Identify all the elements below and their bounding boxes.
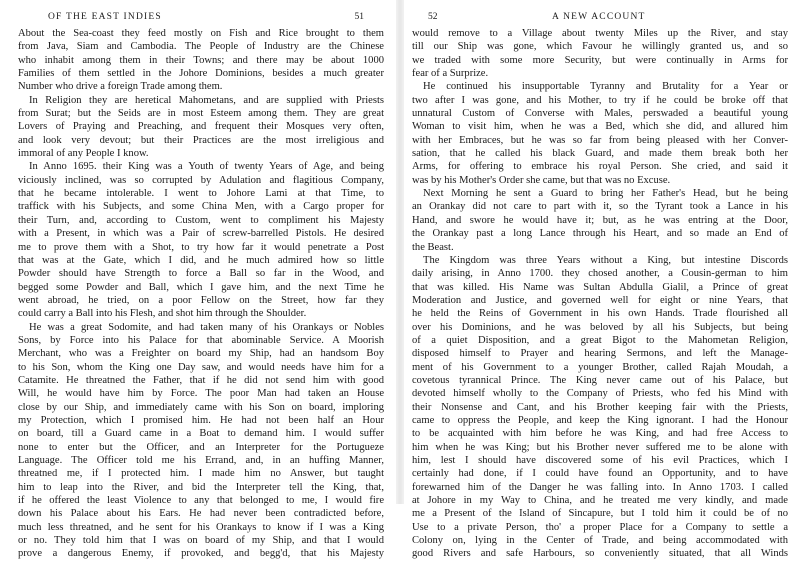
paragraph bbox=[412, 187, 788, 254]
text-line: prove a dangerous Enemy, if provoked, and begg'd, that his Majesty bbox=[18, 548, 384, 560]
text-line: Use to a private Person, tho' a proper Place for a Company to settle a bbox=[412, 521, 788, 533]
text-line: none to enter but the Officer, and an Interpreter for the Portugueze bbox=[18, 441, 384, 453]
text-line: came to oppress the People, and keep the King ignorant. I had the Honour bbox=[412, 414, 788, 426]
right-page bbox=[404, 0, 800, 560]
text-line: He was a great Sodomite, and had taken many of his Orankays or Nobles bbox=[29, 321, 384, 333]
text-line: he held the Reins of Government in his own Hands. Trade flourished all bbox=[412, 308, 788, 320]
text-line: on board, till a Guard came in a Boat to demand him. I would suffer bbox=[18, 428, 384, 440]
text-line: down his Palace about his Ears. He had never been contradicted before, bbox=[18, 508, 384, 520]
text-line: The Kingdom was three Years without a King, but intestine Discords bbox=[423, 254, 788, 266]
text-line: could carry a Ball into his Flesh, and shot him through the Shoulder. bbox=[18, 308, 307, 320]
text-line: unnatural Custom of Converse with Males, perswaded a beautiful young bbox=[412, 108, 788, 120]
text-line: Catamite. He threatned the Father, that if he did not send him with good bbox=[18, 374, 384, 386]
text-line: disposed himself to Prayer and hearing Sermons, and left the Manage- bbox=[412, 348, 788, 360]
text-line: Merchant, who was a Freighter on board my Ship, had an handsom Boy bbox=[18, 348, 384, 360]
text-line: their Nonsense and Cant, and his Brother keeping fair with the Priests, bbox=[412, 401, 788, 413]
text-line: Families of them settled in the Johore Dominions, besides a much greater bbox=[18, 68, 384, 80]
text-line: Lovers of Praying and Preaching, and frequent their Mosques very often, bbox=[18, 121, 384, 133]
text-line: sation, that he called his black Guard, and made them break both her bbox=[412, 148, 788, 160]
text-line: an Orankay did not care to part with it, so the Tyrant took a Lance in his bbox=[412, 201, 788, 213]
text-line: or no. They told him that I was on board of my Ship, and that I would bbox=[18, 535, 384, 547]
paragraph bbox=[412, 254, 788, 561]
paragraph bbox=[18, 27, 384, 94]
right-running-title: A NEW ACCOUNT bbox=[552, 12, 646, 22]
book-gutter bbox=[396, 0, 404, 504]
paragraph bbox=[18, 160, 384, 320]
paragraph bbox=[412, 80, 788, 187]
text-line: him when he was King; but his Brother never suffered me to be alone with bbox=[412, 441, 788, 453]
text-line: Language. The Officer told me his Errand, and, in an huffing Manner, bbox=[18, 455, 384, 466]
text-line: devoted himself wholly to the Company of Priests, who fed his Mind with bbox=[412, 388, 788, 400]
text-line: Arms, for offering to embrace his royal Person. She cried, and said it bbox=[412, 161, 788, 173]
text-line: ment of his Government to a younger Brother, called Rajah Moudah, a bbox=[412, 361, 788, 373]
text-line: to be acquainted with him before he was King, and had free Access to bbox=[412, 428, 788, 440]
text-line: that was at the Gate, which I did, and he much admired how so little bbox=[18, 254, 384, 266]
text-line: if he offered the least Violence to any that belonged to me, I would fire bbox=[18, 495, 384, 507]
text-line: my Protection, which I promised him. He had not been half an Hour bbox=[18, 414, 384, 426]
text-line: close by our Ship, and immediately came with his Son on board, imploring bbox=[18, 401, 384, 413]
text-line: covetous tyrannical Prince. The King never came out of his Palace, but bbox=[412, 374, 788, 386]
text-line: who inhabit among them in their Towns; and there may be about 1000 bbox=[18, 54, 384, 66]
right-body-text bbox=[412, 27, 788, 561]
text-line: forewarned him of the Danger he was falling into. In Anno 1703. I called bbox=[412, 481, 788, 493]
text-line: threatned me, if I protected him. I made him no Answer, but taught bbox=[18, 468, 384, 480]
paragraph bbox=[18, 321, 384, 561]
text-line: Powder should have Strength to force a Ball so far in the Wood, and bbox=[18, 268, 384, 280]
text-line: good Rivers and safe Harbours, so conveniently situated, that all Winds bbox=[412, 548, 788, 560]
text-line: him, lest I should have discovered some of his evil Practices, which I bbox=[412, 455, 788, 466]
text-line: He continued his insupportable Tyranny and Brutality for a Year or bbox=[423, 81, 788, 93]
text-line: About the Sea-coast they feed mostly on Fish and Rice brought to them bbox=[18, 28, 384, 39]
text-line: of a quiet Disposition, and a great Bigot to the Mahometan Religion, bbox=[412, 334, 788, 346]
text-line: to his Son, whom the King one Day saw, and would needs have him for a bbox=[18, 361, 384, 373]
text-line: from Surat; but the Seids are in most Esteem among them. They are great bbox=[18, 108, 384, 120]
text-line: Will, he would have him by Force. The poor Man had taken an House bbox=[18, 388, 384, 400]
text-line: Number who drive a foreign Trade among them. bbox=[18, 81, 223, 93]
text-line: the Orankay past a long Lance through his Heart, and so made an End of bbox=[412, 228, 788, 240]
text-line: Colony on, lying in the Center of Trade, and being accommodated with bbox=[412, 535, 788, 547]
left-page-number: 51 bbox=[354, 12, 364, 22]
text-line: Woman to visit him, when he was a Bed, which she did, and allured him bbox=[412, 121, 788, 133]
left-body-text bbox=[18, 27, 384, 561]
text-line: would remove to a Village about twenty Miles up the River, and stay bbox=[412, 28, 788, 39]
right-running-head bbox=[424, 12, 790, 24]
text-line: till our Ship was gone, which Favour he willingly granted us, and so bbox=[412, 41, 788, 53]
text-line: we traded with some more Security, but were continually in Arms for bbox=[412, 54, 788, 66]
text-line: daily arising, in Anno 1700. they chosed another, a Cousin-german to him bbox=[412, 268, 788, 280]
text-line: went abroad, he tried, on a poor Fellow on the Street, how far they bbox=[18, 294, 384, 306]
text-line: me a Present of the Island of Sincapure, but I told him it could be of no bbox=[412, 508, 788, 520]
text-line: Hand, and swore he would have it; but, as he was entring at the Door, bbox=[412, 214, 788, 226]
text-line: certainly had done, if I could have found an Opportunity, and to have bbox=[412, 468, 788, 480]
text-line: at Johore in my Way to China, and he treated me very kindly, and made bbox=[412, 495, 788, 507]
text-line: that was killed. His Name was Sultan Abdulla Gialil, a Prince of great bbox=[412, 281, 788, 293]
text-line: was by his Mother's Order she came, but that was no Excuse. bbox=[412, 174, 671, 186]
text-line: that he became intolerable. I went to Johore Lami at that Time, to bbox=[18, 188, 384, 200]
text-line: the Beast. bbox=[412, 241, 454, 253]
text-line: Next Morning he sent a Guard to bring her Father's Head, but he being bbox=[423, 188, 788, 200]
text-line: immoral of any People I know. bbox=[18, 148, 149, 160]
text-line: me to prove them with a Shot, to try how far it would penetrate a Post bbox=[18, 241, 384, 253]
text-line: from Java, Siam and Cambodia. The People of Industry are the Chinese bbox=[18, 41, 384, 53]
text-line: two after I was gone, and his Mother, to try if he could be broke off that bbox=[412, 94, 788, 106]
text-line: much less threatned, and he sent for his Orankays to know if I was a King bbox=[18, 521, 384, 533]
text-line: viciously inclined, was so corrupted by Adulation and flagitious Company, bbox=[18, 174, 384, 186]
text-line: Sons, by Force into his Palace for that abominable Service. A Moorish bbox=[18, 334, 384, 346]
text-line: Moderation and Justice, and governed well for eight or nine Years, that bbox=[412, 294, 788, 306]
left-page bbox=[0, 0, 396, 560]
text-line: with a Present, in which was a Pair of screw-barrelled Pistols. He desired bbox=[18, 228, 384, 240]
text-line: In Religion they are heretical Mahometans, and are supplied with Priests bbox=[29, 94, 384, 106]
text-line: him to leap into the River, and bid the Interpreter tell the King, that, bbox=[18, 481, 384, 493]
text-line: traffick with his Subjects, and some China Men, with a Cargo proper for bbox=[18, 201, 384, 213]
paragraph bbox=[18, 94, 384, 161]
text-line: their Turn, and, according to Custom, went to compliment his Majesty bbox=[18, 214, 384, 226]
text-line: In Anno 1695. their King was a Youth of twenty Years of Age, and being bbox=[29, 161, 384, 173]
text-line: with her Embraces, but he was so far from being pleased with her Conver- bbox=[412, 134, 788, 146]
text-line: fear of a Surprize. bbox=[412, 68, 489, 80]
paragraph bbox=[412, 27, 788, 80]
text-line: begged some Powder and Ball, which I gave him, and the next Time he bbox=[18, 281, 384, 293]
text-line: and look very devout; but their Practices are the most irreligious and bbox=[18, 134, 384, 146]
left-running-title: OF THE EAST INDIES bbox=[48, 12, 162, 22]
text-line: over his Dominions, and he was beloved by all his Subjects, but being bbox=[412, 321, 788, 333]
left-running-head bbox=[20, 12, 386, 24]
right-page-number: 52 bbox=[428, 12, 438, 22]
